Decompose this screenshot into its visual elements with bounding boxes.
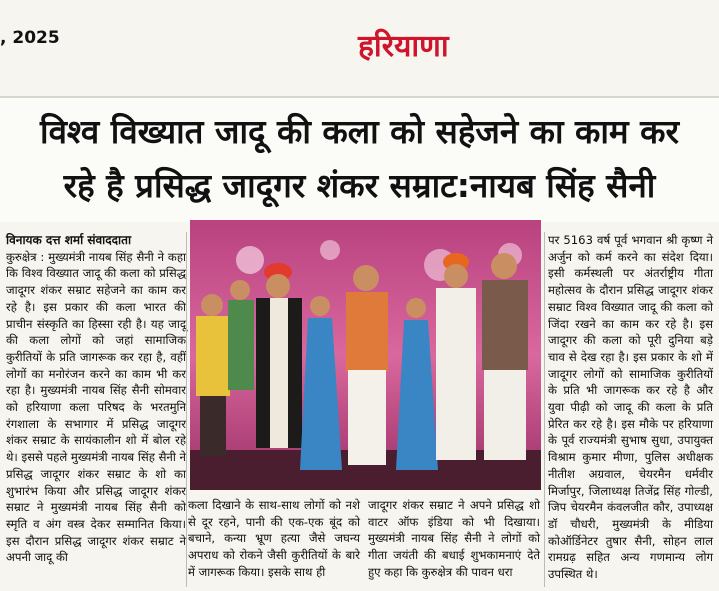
- column-divider: [544, 232, 545, 587]
- section-title: हरियाणा: [358, 29, 449, 64]
- edition-date: , 2025: [0, 28, 60, 48]
- article-column-1: [6, 232, 186, 566]
- article-column-3: पर 5163 वर्ष पूर्व भगवान श्री कृष्ण ने अर्जुन को कर्म करने का संदेश दिया। इसी कर्मस्थली पर अंतर्राष्ट्रीय गीता महोत्सव के दौरान प्रसिद्ध जादूगर शंकर सम्राट विश्व विख्यात जादू की कला को जिंदा रखने का काम कर रहे है। इस जादूगर की कला को पूरी दुनिया बड़े चाव से देख रहा है। इस प्रकार के शो में जादूगर लोगों को सामाजिक कुरीतियों के प्रति भी जागरूक कर रहे है और युवा पीढ़ी को जादू की कला के प्रति प्रेरित कर रहे है। इस मौके पर हरियाणा के पूर्व राज्यमंत्री सुभाष सुधा, उपायुक्त विश्राम कुमार मीणा, पुलिस अधीक्षक नीतीश अग्रवाल, चेयरमैन धर्मवीर मिर्जापुर, जिलाध्यक्ष तिजेंद्र सिंह गोल्डी, जिप चेयरमैन कंवलजीत कौर, उपाध्यक्ष डॉ चौधरी, मुख्यमंत्री के मीडिया कोऑर्डिनेटर तुषार सैनी, सोहन लाल रामग्रढ़ सहित अन्य गणमान्य लोग उपस्थित थे।: [548, 233, 713, 582]
- article-text-bottom-2: जादूगर शंकर सम्राट ने अपने प्रसिद्ध शो वाटर ऑफ इंडिया को भी दिखाया। मुख्यमंत्री नायब सिंह सैनी ने लोगों को गीता जयंती की बधाई शुभकामनाएं देते हुए कहा कि कुरुक्षेत्र की पावन धरा: [368, 498, 540, 579]
- byline: विनायक दत्त शर्मा संवाददाता: [6, 233, 132, 247]
- event-photo: [190, 220, 541, 490]
- article-text-bottom-1: कला दिखाने के साथ-साथ लोगों को नशे से दूर रहने, पानी की एक-एक बूंद को बचाने, कन्या भ्रूण हत्या जैसे जघन्य अपराध को रोकने जैसी कुरीतियों के बारे में जागरूक किया। इसके साथ ही: [188, 498, 360, 579]
- headline-block: [0, 96, 719, 222]
- article-text-col1: कुरुक्षेत्र : मुख्यमंत्री नायब सिंह सैनी ने कहा कि विश्व विख्यात जादू की कला को प्रसिद्ध जादूगर शंकर सम्राट सहेजने का काम कर रहे है। इस प्रकार की कला भारत की प्राचीन संस्कृति का हिस्सा रही है। यह जादू की कला लोगों को जहां सामाजिक कुरीतियों के प्रति जागरूक कर रहा है, वहीं लोगों का मनोरंजन करने का काम भी कर रहा है। मुख्यमंत्री नायब सिंह सैनी सोमवार को हरियाणा कला परिषद के भरतमुनि रंगशाला के सभागार में प्रसिद्ध जादूगर शंकर सम्राट के सायंकालीन शो में बोल रहे थे। इससे पहले मुख्यमंत्री नायब सिंह सैनी ने प्रसिद्ध जादूगर शंकर सम्राट के शो का शुभारंभ किया और प्रसिद्ध जादूगर शंकर सम्राट ने मुख्यमंत्री नायब सिंह सैनी को स्मृति व अंग वस्त्र देकर सम्मानित किया। इस दौरान प्रसिद्ध जादूगर शंकर सम्राट ने अपनी जादू की: [6, 249, 186, 565]
- event-photo-illustration: [190, 220, 541, 490]
- column-divider: [186, 232, 187, 587]
- headline-line-2: रहे है प्रसिद्ध जादूगर शंकर सम्राट:नायब सिंह सैनी: [63, 166, 656, 205]
- headline-line-1: विश्व विख्यात जादू की कला को सहेजने का काम कर: [40, 112, 679, 151]
